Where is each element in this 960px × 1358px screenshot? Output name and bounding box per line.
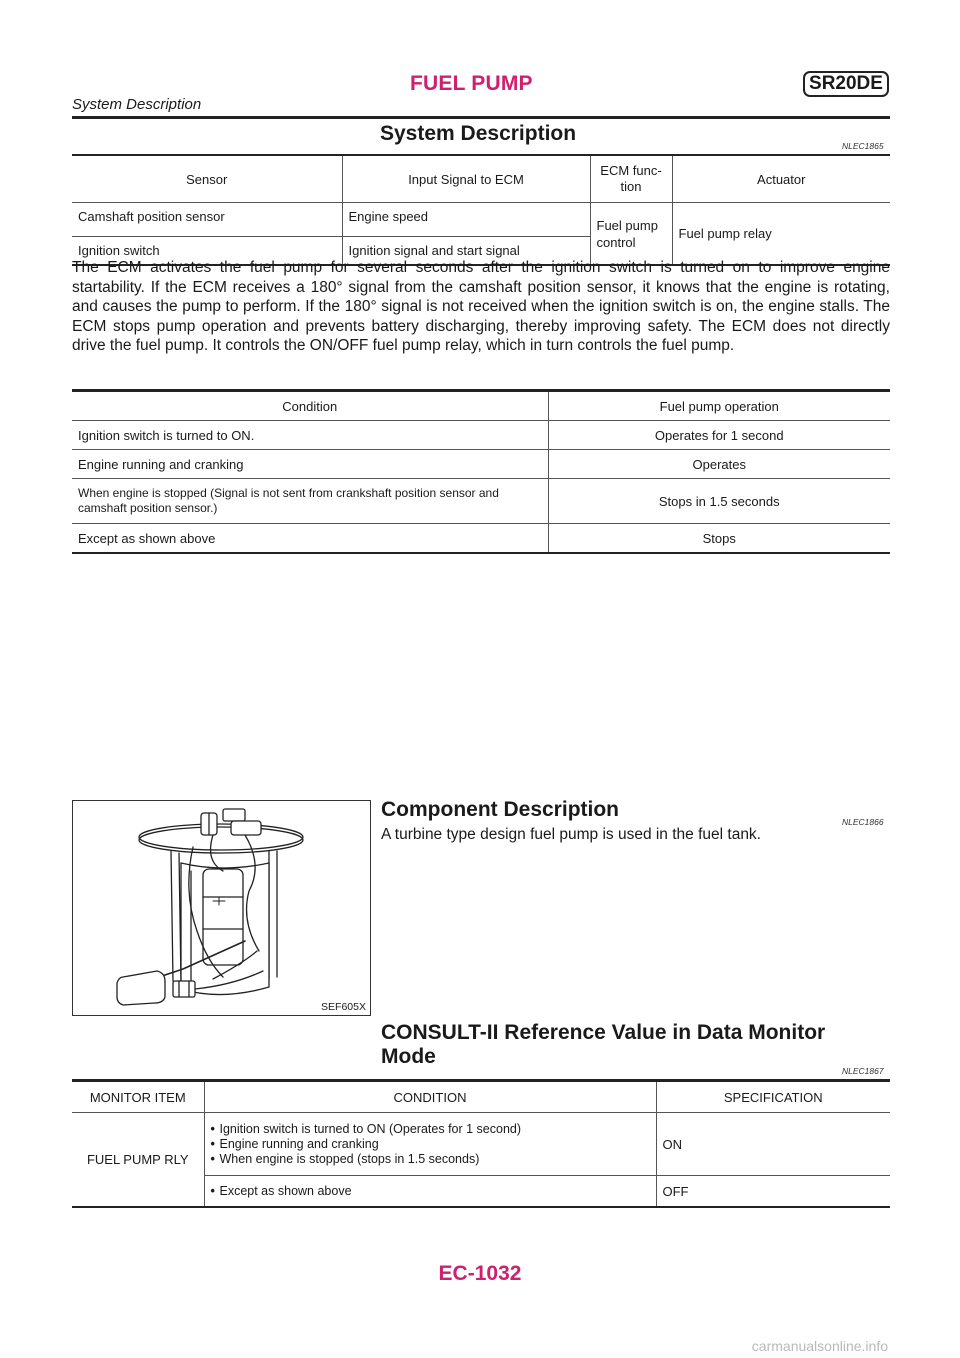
sensor-signal-table — [72, 154, 890, 266]
header-cell: Actuator — [672, 155, 890, 203]
component-description-heading: Component Description — [381, 798, 620, 821]
consult-heading-line2: Mode — [381, 1045, 436, 1068]
operation-cell: Operates — [548, 450, 890, 479]
section-subtitle: System Description — [72, 96, 202, 113]
fuel-pump-operation-table — [72, 389, 890, 554]
condition-cell — [204, 1113, 656, 1176]
operation-cell: Operates for 1 second — [548, 421, 890, 450]
engine-badge: SR20DE — [803, 71, 889, 97]
system-description-paragraph: The ECM activates the fuel pump for several seconds after the ignition switch is turned on to improve engine startability. If the ECM receives a 180° signal from the camshaft position sensor, it knows that the engine is rotating, and causes the pump to perform. If the 180° signal is not received when the ignition switch is on, the engine stalls. The ECM stops pump operation and prevents battery discharging, thereby improving safety. The ECM does not directly drive the fuel pump. It controls the ON/OFF fuel pump relay, which in turn controls the fuel pump. — [72, 259, 890, 354]
header-cell: Sensor — [72, 155, 342, 203]
header-cell: CONDITION — [204, 1081, 656, 1113]
header-cell: ECM func- tion — [590, 155, 672, 203]
sensor-cell: Camshaft position sensor — [72, 203, 342, 237]
specification-cell: ON — [656, 1113, 890, 1176]
table-header-row — [72, 1081, 890, 1113]
ecm-function-cell: Fuel pump control — [590, 203, 672, 266]
header-cell: SPECIFICATION — [656, 1081, 890, 1113]
watermark: carmanualsonline.info — [751, 1338, 888, 1354]
specification-cell: OFF — [656, 1176, 890, 1208]
header-divider — [72, 116, 890, 119]
signal-cell: Engine speed — [342, 203, 590, 237]
signal-cell: Ignition signal and start signal — [342, 237, 590, 266]
list-item: • Ignition switch is turned to ON (Operates for 1 second) — [211, 1122, 650, 1137]
section-title: FUEL PUMP — [410, 72, 533, 95]
list-item: • Engine running and cranking — [211, 1137, 650, 1152]
operation-cell: Stops in 1.5 seconds — [548, 479, 890, 524]
monitor-item-cell: FUEL PUMP RLY — [86, 1152, 189, 1167]
consult-heading-line1: CONSULT-II Reference Value in Data Monitor — [381, 1021, 826, 1044]
table-row — [72, 479, 890, 524]
system-description-code: NLEC1865 — [842, 141, 884, 151]
condition-cell: Engine running and cranking — [72, 450, 548, 479]
condition-cell: Ignition switch is turned to ON. — [72, 421, 548, 450]
sensor-cell: Ignition switch — [78, 243, 160, 258]
system-description-heading: System Description — [380, 122, 577, 145]
table-row — [72, 1113, 890, 1176]
table-row — [72, 524, 890, 554]
table-row — [72, 450, 890, 479]
table-row — [72, 421, 890, 450]
condition-cell: Except as shown above — [78, 530, 216, 546]
figure-label: SEF605X — [321, 1001, 366, 1013]
condition-cell: When engine is stopped (Signal is not sent from crankshaft position sensor and camshaft position sensor.) — [72, 479, 548, 524]
list-item: • When engine is stopped (stops in 1.5 seconds) — [211, 1152, 650, 1167]
header-cell: MONITOR ITEM — [72, 1081, 204, 1113]
page-number: EC-1032 — [438, 1262, 522, 1285]
data-monitor-table — [72, 1079, 890, 1208]
table-header-row — [72, 155, 890, 203]
fuel-pump-figure — [72, 800, 371, 1016]
operation-cell: Stops — [548, 524, 890, 554]
table-row — [72, 203, 890, 237]
condition-cell — [204, 1176, 656, 1208]
actuator-cell: Fuel pump relay — [672, 203, 890, 266]
header-cell: Condition — [72, 391, 548, 421]
list-item: • Except as shown above — [211, 1184, 650, 1199]
component-description-code: NLEC1866 — [842, 817, 884, 827]
consult-code: NLEC1867 — [842, 1066, 884, 1076]
header-cell: Input Signal to ECM — [342, 155, 590, 203]
component-description-text: A turbine type design fuel pump is used in the fuel tank. — [381, 826, 761, 843]
table-header-row — [72, 391, 890, 421]
header-cell: Fuel pump operation — [548, 391, 890, 421]
on-condition-list — [211, 1122, 650, 1167]
fuel-pump-illustration — [73, 801, 370, 1015]
